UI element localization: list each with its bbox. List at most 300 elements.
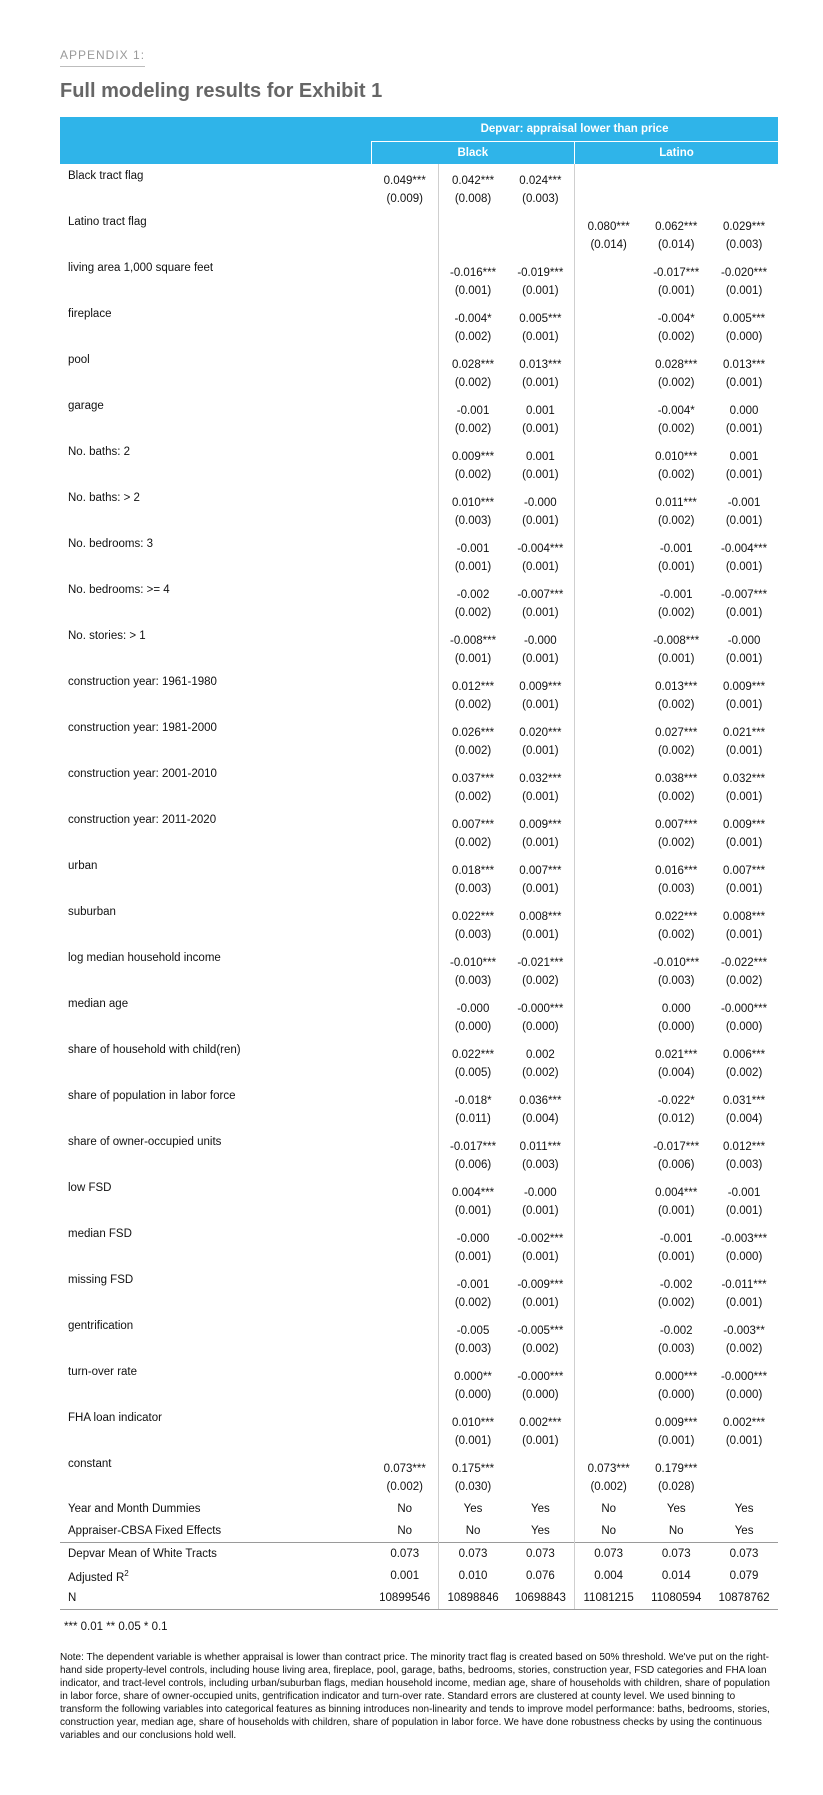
se-cell — [575, 1107, 643, 1130]
row-label-blank — [60, 1061, 371, 1084]
se-cell: (0.002) — [454, 330, 492, 343]
se-cell — [575, 647, 643, 670]
coef-cell — [371, 900, 439, 923]
row-label-blank — [60, 923, 371, 946]
coef-cell — [575, 624, 643, 647]
coef-cell — [439, 210, 507, 233]
coef-cell: -0.000 — [507, 624, 575, 647]
se-cell: (0.028) — [658, 1480, 695, 1493]
table-row — [60, 1452, 778, 1475]
table-row — [60, 693, 778, 716]
coef-cell: -0.002 — [659, 1279, 693, 1291]
dummy-cell: No — [601, 1525, 617, 1537]
row-label-blank — [60, 693, 371, 716]
se-cell: (0.002) — [454, 1296, 492, 1309]
row-label: No. baths: 2 — [68, 445, 131, 458]
table-row — [60, 946, 778, 969]
coef-cell: -0.002 — [456, 589, 490, 601]
stat-label-text: Adjusted R — [68, 1571, 125, 1584]
stat-cell: 0.079 — [729, 1570, 759, 1582]
row-label-blank — [60, 325, 371, 348]
stat-cell: 11080594 — [642, 1587, 710, 1610]
se-cell: (0.001) — [507, 1245, 575, 1268]
coef-cell: -0.005 — [456, 1325, 490, 1337]
se-cell: (0.011) — [455, 1112, 491, 1125]
row-label: low FSD — [68, 1181, 112, 1194]
coef-cell: -0.017*** — [653, 267, 700, 279]
se-cell — [575, 1061, 643, 1084]
coef-cell — [575, 1406, 643, 1429]
se-cell — [371, 1061, 439, 1084]
row-label-blank — [60, 785, 371, 808]
se-cell: (0.002) — [507, 1061, 575, 1084]
coef-cell — [507, 1452, 575, 1475]
row-label: No. bedrooms: 3 — [68, 537, 154, 550]
coef-cell: 0.021*** — [722, 727, 766, 739]
row-label: suburban — [68, 905, 116, 918]
coef-cell: 0.000 — [661, 1003, 691, 1015]
coef-cell: -0.001 — [456, 543, 490, 555]
row-label: No. stories: > 1 — [68, 629, 146, 642]
se-cell — [575, 1383, 643, 1406]
coef-cell: 0.010*** — [451, 1417, 495, 1429]
se-cell: (0.002) — [658, 698, 695, 711]
coef-cell: -0.004* — [454, 313, 492, 325]
coef-cell — [575, 854, 643, 877]
se-cell: (0.012) — [658, 1112, 695, 1125]
row-label: gentrification — [68, 1319, 134, 1332]
row-label-blank — [60, 233, 371, 256]
se-cell — [371, 371, 439, 394]
se-cell: (0.002) — [725, 1066, 763, 1079]
se-cell: (0.001) — [725, 1296, 763, 1309]
table-row — [60, 417, 778, 440]
coef-cell: 0.012*** — [451, 681, 495, 693]
coef-cell: -0.017*** — [653, 1141, 700, 1153]
coef-cell: -0.011*** — [721, 1279, 767, 1291]
se-cell: (0.002) — [454, 422, 492, 435]
table-row — [60, 1475, 778, 1498]
se-cell: (0.001) — [725, 376, 763, 389]
se-cell: (0.001) — [725, 652, 763, 665]
header-row-depvar — [60, 117, 778, 142]
coef-cell: 0.018*** — [451, 865, 495, 877]
coef-cell: -0.000 — [727, 635, 761, 647]
depvar-header: Depvar: appraisal lower than price — [371, 117, 778, 142]
se-cell — [575, 923, 643, 946]
table-body — [60, 164, 778, 1610]
se-cell: (0.002) — [507, 969, 575, 992]
se-cell — [371, 1153, 439, 1176]
table-row — [60, 785, 778, 808]
header-blank — [60, 117, 371, 142]
header-row-groups — [60, 142, 778, 165]
coef-cell: -0.005*** — [507, 1314, 575, 1337]
se-cell — [371, 785, 439, 808]
se-cell — [371, 923, 439, 946]
se-cell: (0.001) — [725, 928, 763, 941]
table-row — [60, 1107, 778, 1130]
coef-cell: -0.007*** — [721, 589, 768, 601]
coef-cell: 0.001 — [507, 440, 575, 463]
table-row — [60, 1245, 778, 1268]
coef-cell — [575, 1314, 643, 1337]
se-cell: (0.014) — [590, 238, 627, 251]
se-cell — [575, 509, 643, 532]
table-row — [60, 578, 778, 601]
se-cell — [371, 877, 439, 900]
table-row — [60, 1520, 778, 1543]
coef-cell — [575, 1268, 643, 1291]
se-cell: (0.000) — [658, 1388, 695, 1401]
se-cell: (0.001) — [454, 284, 492, 297]
row-label-blank — [60, 739, 371, 762]
se-cell: (0.001) — [658, 1250, 695, 1263]
coef-cell: 0.013*** — [655, 681, 698, 693]
coef-cell — [575, 1176, 643, 1199]
se-cell: (0.001) — [658, 652, 695, 665]
coef-cell: 0.029*** — [722, 221, 766, 233]
coef-cell: 0.010*** — [451, 497, 495, 509]
dummy-cell: No — [601, 1503, 617, 1515]
table-row — [60, 877, 778, 900]
row-label-blank — [60, 877, 371, 900]
table-row — [60, 647, 778, 670]
coef-cell: -0.001 — [659, 1233, 693, 1245]
coef-cell — [371, 1038, 439, 1061]
dummy-cell: No — [465, 1525, 481, 1537]
coef-cell — [371, 1360, 439, 1383]
se-cell: (0.001) — [658, 560, 695, 573]
se-cell — [371, 1291, 439, 1314]
coef-cell: 0.028*** — [451, 359, 495, 371]
coef-cell: 0.028*** — [655, 359, 698, 371]
table-row — [60, 256, 778, 279]
se-cell: (0.001) — [507, 831, 575, 854]
stat-cell: 11081215 — [575, 1587, 643, 1610]
se-cell: (0.002) — [590, 1480, 627, 1493]
row-label: Latino tract flag — [68, 215, 147, 228]
row-label: Black tract flag — [68, 169, 144, 182]
se-cell: (0.030) — [454, 1480, 492, 1493]
row-label: share of population in labor force — [68, 1089, 236, 1102]
coef-cell: -0.020*** — [721, 267, 768, 279]
se-cell — [371, 1015, 439, 1038]
row-label-blank — [60, 1337, 371, 1360]
coef-cell: 0.008*** — [507, 900, 575, 923]
coef-cell: 0.022*** — [655, 911, 698, 923]
table-row — [60, 440, 778, 463]
row-label: construction year: 1981-2000 — [68, 721, 217, 734]
coef-cell: 0.038*** — [655, 773, 698, 785]
coef-cell: 0.027*** — [655, 727, 698, 739]
coef-cell — [371, 624, 439, 647]
row-label: No. bedrooms: >= 4 — [68, 583, 170, 596]
se-cell: (0.001) — [725, 422, 763, 435]
coef-cell — [371, 1314, 439, 1337]
se-cell: (0.001) — [454, 1250, 492, 1263]
se-cell — [575, 1337, 643, 1360]
stat-label — [60, 1565, 371, 1587]
coef-cell: 0.005*** — [722, 313, 766, 325]
se-cell: (0.001) — [725, 790, 763, 803]
table-row — [60, 808, 778, 831]
se-cell: (0.002) — [658, 1296, 695, 1309]
se-cell: (0.000) — [454, 1388, 492, 1401]
stat-cell: 0.073 — [575, 1543, 643, 1566]
coef-cell: 0.004*** — [655, 1187, 698, 1199]
se-cell: (0.003) — [658, 1342, 695, 1355]
coef-cell — [575, 946, 643, 969]
row-label: constant — [68, 1457, 112, 1470]
se-cell: (0.002) — [454, 468, 492, 481]
coef-cell — [371, 302, 439, 325]
coef-cell — [575, 348, 643, 371]
se-cell: (0.000) — [725, 1388, 763, 1401]
table-row — [60, 1038, 778, 1061]
coef-cell: 0.032*** — [507, 762, 575, 785]
se-cell — [575, 371, 643, 394]
stat-label-text: Depvar Mean of White Tracts — [68, 1548, 217, 1560]
coef-cell: 0.004*** — [451, 1187, 495, 1199]
se-cell — [371, 1337, 439, 1360]
coef-cell: 0.011*** — [507, 1130, 575, 1153]
coef-cell: -0.018* — [454, 1095, 492, 1107]
coef-cell: 0.073*** — [371, 1452, 439, 1475]
coef-cell — [371, 440, 439, 463]
coef-cell: 0.010*** — [655, 451, 698, 463]
row-label: FHA loan indicator — [68, 1411, 162, 1424]
coef-cell — [371, 394, 439, 417]
se-cell: (0.001) — [725, 698, 763, 711]
header-blank — [60, 142, 371, 165]
stat-cell: 0.073 — [710, 1543, 778, 1566]
coef-cell: -0.002*** — [507, 1222, 575, 1245]
coef-cell — [371, 716, 439, 739]
se-cell: (0.002) — [725, 974, 763, 987]
se-cell: (0.001) — [658, 284, 695, 297]
se-cell: (0.001) — [507, 509, 575, 532]
coef-cell — [575, 486, 643, 509]
coef-cell — [371, 1268, 439, 1291]
se-cell: (0.002) — [454, 606, 492, 619]
se-cell — [575, 1245, 643, 1268]
row-label: share of owner-occupied units — [68, 1135, 222, 1148]
se-cell — [371, 739, 439, 762]
se-cell: (0.001) — [658, 1434, 695, 1447]
table-row — [60, 1429, 778, 1452]
coef-cell: -0.019*** — [507, 256, 575, 279]
coef-cell: -0.001 — [659, 543, 693, 555]
coef-cell: 0.009*** — [655, 1417, 698, 1429]
se-cell: (0.001) — [507, 877, 575, 900]
se-cell — [371, 647, 439, 670]
dummy-cell: Yes — [734, 1503, 754, 1515]
coef-cell: -0.008*** — [450, 635, 497, 647]
table-row — [60, 325, 778, 348]
se-cell — [575, 877, 643, 900]
row-label-blank — [60, 1245, 371, 1268]
se-cell: (0.009) — [371, 187, 439, 210]
table-row — [60, 1406, 778, 1429]
coef-cell: 0.012*** — [722, 1141, 766, 1153]
se-cell — [575, 1199, 643, 1222]
stat-cell: 0.073 — [507, 1543, 575, 1566]
se-cell — [575, 555, 643, 578]
se-cell: (0.003) — [454, 1342, 492, 1355]
stat-cell: 0.010 — [458, 1570, 488, 1582]
row-label-blank — [60, 1475, 371, 1498]
stat-cell: 0.073 — [642, 1543, 710, 1566]
table-row — [60, 1268, 778, 1291]
row-label-blank — [60, 601, 371, 624]
coef-cell: -0.016*** — [450, 267, 497, 279]
row-label-blank — [60, 463, 371, 486]
coef-cell — [575, 762, 643, 785]
coef-cell: 0.002*** — [507, 1406, 575, 1429]
se-cell — [371, 1199, 439, 1222]
row-label-blank — [60, 1383, 371, 1406]
page-title: Full modeling results for Exhibit 1 — [60, 80, 383, 102]
se-cell: (0.001) — [507, 463, 575, 486]
coef-cell — [575, 256, 643, 279]
table-row — [60, 302, 778, 325]
se-cell: (0.001) — [454, 1434, 492, 1447]
appendix-label: APPENDIX 1: — [60, 48, 145, 67]
se-cell: (0.002) — [454, 744, 492, 757]
se-cell: (0.001) — [725, 514, 763, 527]
se-cell: (0.002) — [658, 606, 695, 619]
coef-cell — [371, 1084, 439, 1107]
table-row — [60, 394, 778, 417]
dummy-cell: Yes — [666, 1503, 686, 1515]
coef-cell — [575, 440, 643, 463]
dummy-cell: Yes — [734, 1525, 754, 1537]
se-cell: (0.001) — [507, 279, 575, 302]
row-label-blank — [60, 1153, 371, 1176]
se-cell — [371, 509, 439, 532]
table-row — [60, 831, 778, 854]
row-label: turn-over rate — [68, 1365, 138, 1378]
se-cell: (0.002) — [507, 1337, 575, 1360]
row-label-blank — [60, 647, 371, 670]
table-row — [60, 371, 778, 394]
coef-cell: 0.007*** — [722, 865, 766, 877]
se-cell: (0.002) — [658, 330, 695, 343]
coef-cell — [371, 256, 439, 279]
row-label: living area 1,000 square feet — [68, 261, 214, 274]
coef-cell: 0.021*** — [655, 1049, 698, 1061]
table-row — [60, 854, 778, 877]
se-cell: (0.001) — [454, 1204, 492, 1217]
coef-cell: -0.009*** — [507, 1268, 575, 1291]
se-cell: (0.001) — [725, 284, 763, 297]
coef-cell: 0.024*** — [507, 164, 575, 187]
stat-cell: 0.076 — [507, 1565, 575, 1587]
se-cell: (0.003) — [725, 238, 763, 251]
stat-cell: 10899546 — [371, 1587, 439, 1610]
coef-cell — [575, 578, 643, 601]
row-label: No. baths: > 2 — [68, 491, 140, 504]
se-cell — [371, 279, 439, 302]
coef-cell: 0.011*** — [655, 497, 697, 509]
coef-cell: -0.001 — [456, 1279, 490, 1291]
se-cell: (0.001) — [507, 693, 575, 716]
coef-cell — [575, 1038, 643, 1061]
coef-cell: 0.031*** — [722, 1095, 766, 1107]
row-label: construction year: 2001-2010 — [68, 767, 217, 780]
coef-cell: -0.022*** — [721, 957, 768, 969]
table-row — [60, 1337, 778, 1360]
table-row — [60, 187, 778, 210]
se-cell: (0.002) — [658, 376, 695, 389]
coef-cell: 0.009*** — [451, 451, 495, 463]
stat-cell: 0.073 — [371, 1543, 439, 1566]
coef-cell: -0.010*** — [653, 957, 700, 969]
row-label: share of household with child(ren) — [68, 1043, 241, 1056]
row-label: missing FSD — [68, 1273, 134, 1286]
se-cell: (0.002) — [658, 422, 695, 435]
stat-cell: 0.004 — [594, 1570, 624, 1582]
se-cell — [439, 233, 507, 256]
table-row — [60, 1176, 778, 1199]
table-row — [60, 923, 778, 946]
table-row — [60, 233, 778, 256]
coef-cell: 0.008*** — [722, 911, 766, 923]
coef-cell: -0.021*** — [507, 946, 575, 969]
se-cell — [371, 1245, 439, 1268]
se-cell — [371, 555, 439, 578]
se-cell — [575, 739, 643, 762]
row-label-blank — [60, 1107, 371, 1130]
coef-cell: -0.004*** — [507, 532, 575, 555]
se-cell — [371, 417, 439, 440]
se-cell: (0.002) — [371, 1475, 439, 1498]
results-table — [60, 117, 778, 1610]
dummy-cell: No — [371, 1498, 439, 1520]
coef-cell: -0.001 — [727, 1187, 761, 1199]
table-row — [60, 1291, 778, 1314]
coef-cell: 0.005*** — [507, 302, 575, 325]
coef-cell — [371, 762, 439, 785]
coef-cell — [371, 348, 439, 371]
coef-cell: 0.009*** — [722, 819, 766, 831]
se-cell — [575, 463, 643, 486]
table-row — [60, 1314, 778, 1337]
se-cell — [371, 601, 439, 624]
se-cell: (0.003) — [507, 187, 575, 210]
dummy-cell: No — [371, 1520, 439, 1543]
row-label-blank — [60, 509, 371, 532]
row-label: median FSD — [68, 1227, 132, 1240]
coef-cell — [575, 302, 643, 325]
coef-cell — [371, 670, 439, 693]
se-cell: (0.000) — [725, 1020, 763, 1033]
coef-cell — [371, 210, 439, 233]
coef-cell: -0.003** — [723, 1325, 765, 1337]
se-cell: (0.001) — [507, 1199, 575, 1222]
coef-cell — [575, 900, 643, 923]
coef-cell: 0.073*** — [587, 1463, 630, 1475]
se-cell: (0.001) — [658, 1204, 695, 1217]
coef-cell — [371, 808, 439, 831]
row-label: median age — [68, 997, 129, 1010]
se-cell: (0.000) — [507, 1015, 575, 1038]
se-cell: (0.000) — [725, 330, 763, 343]
significance-legend: *** 0.01 ** 0.05 * 0.1 — [64, 1621, 168, 1633]
se-cell: (0.001) — [507, 371, 575, 394]
se-cell — [575, 831, 643, 854]
